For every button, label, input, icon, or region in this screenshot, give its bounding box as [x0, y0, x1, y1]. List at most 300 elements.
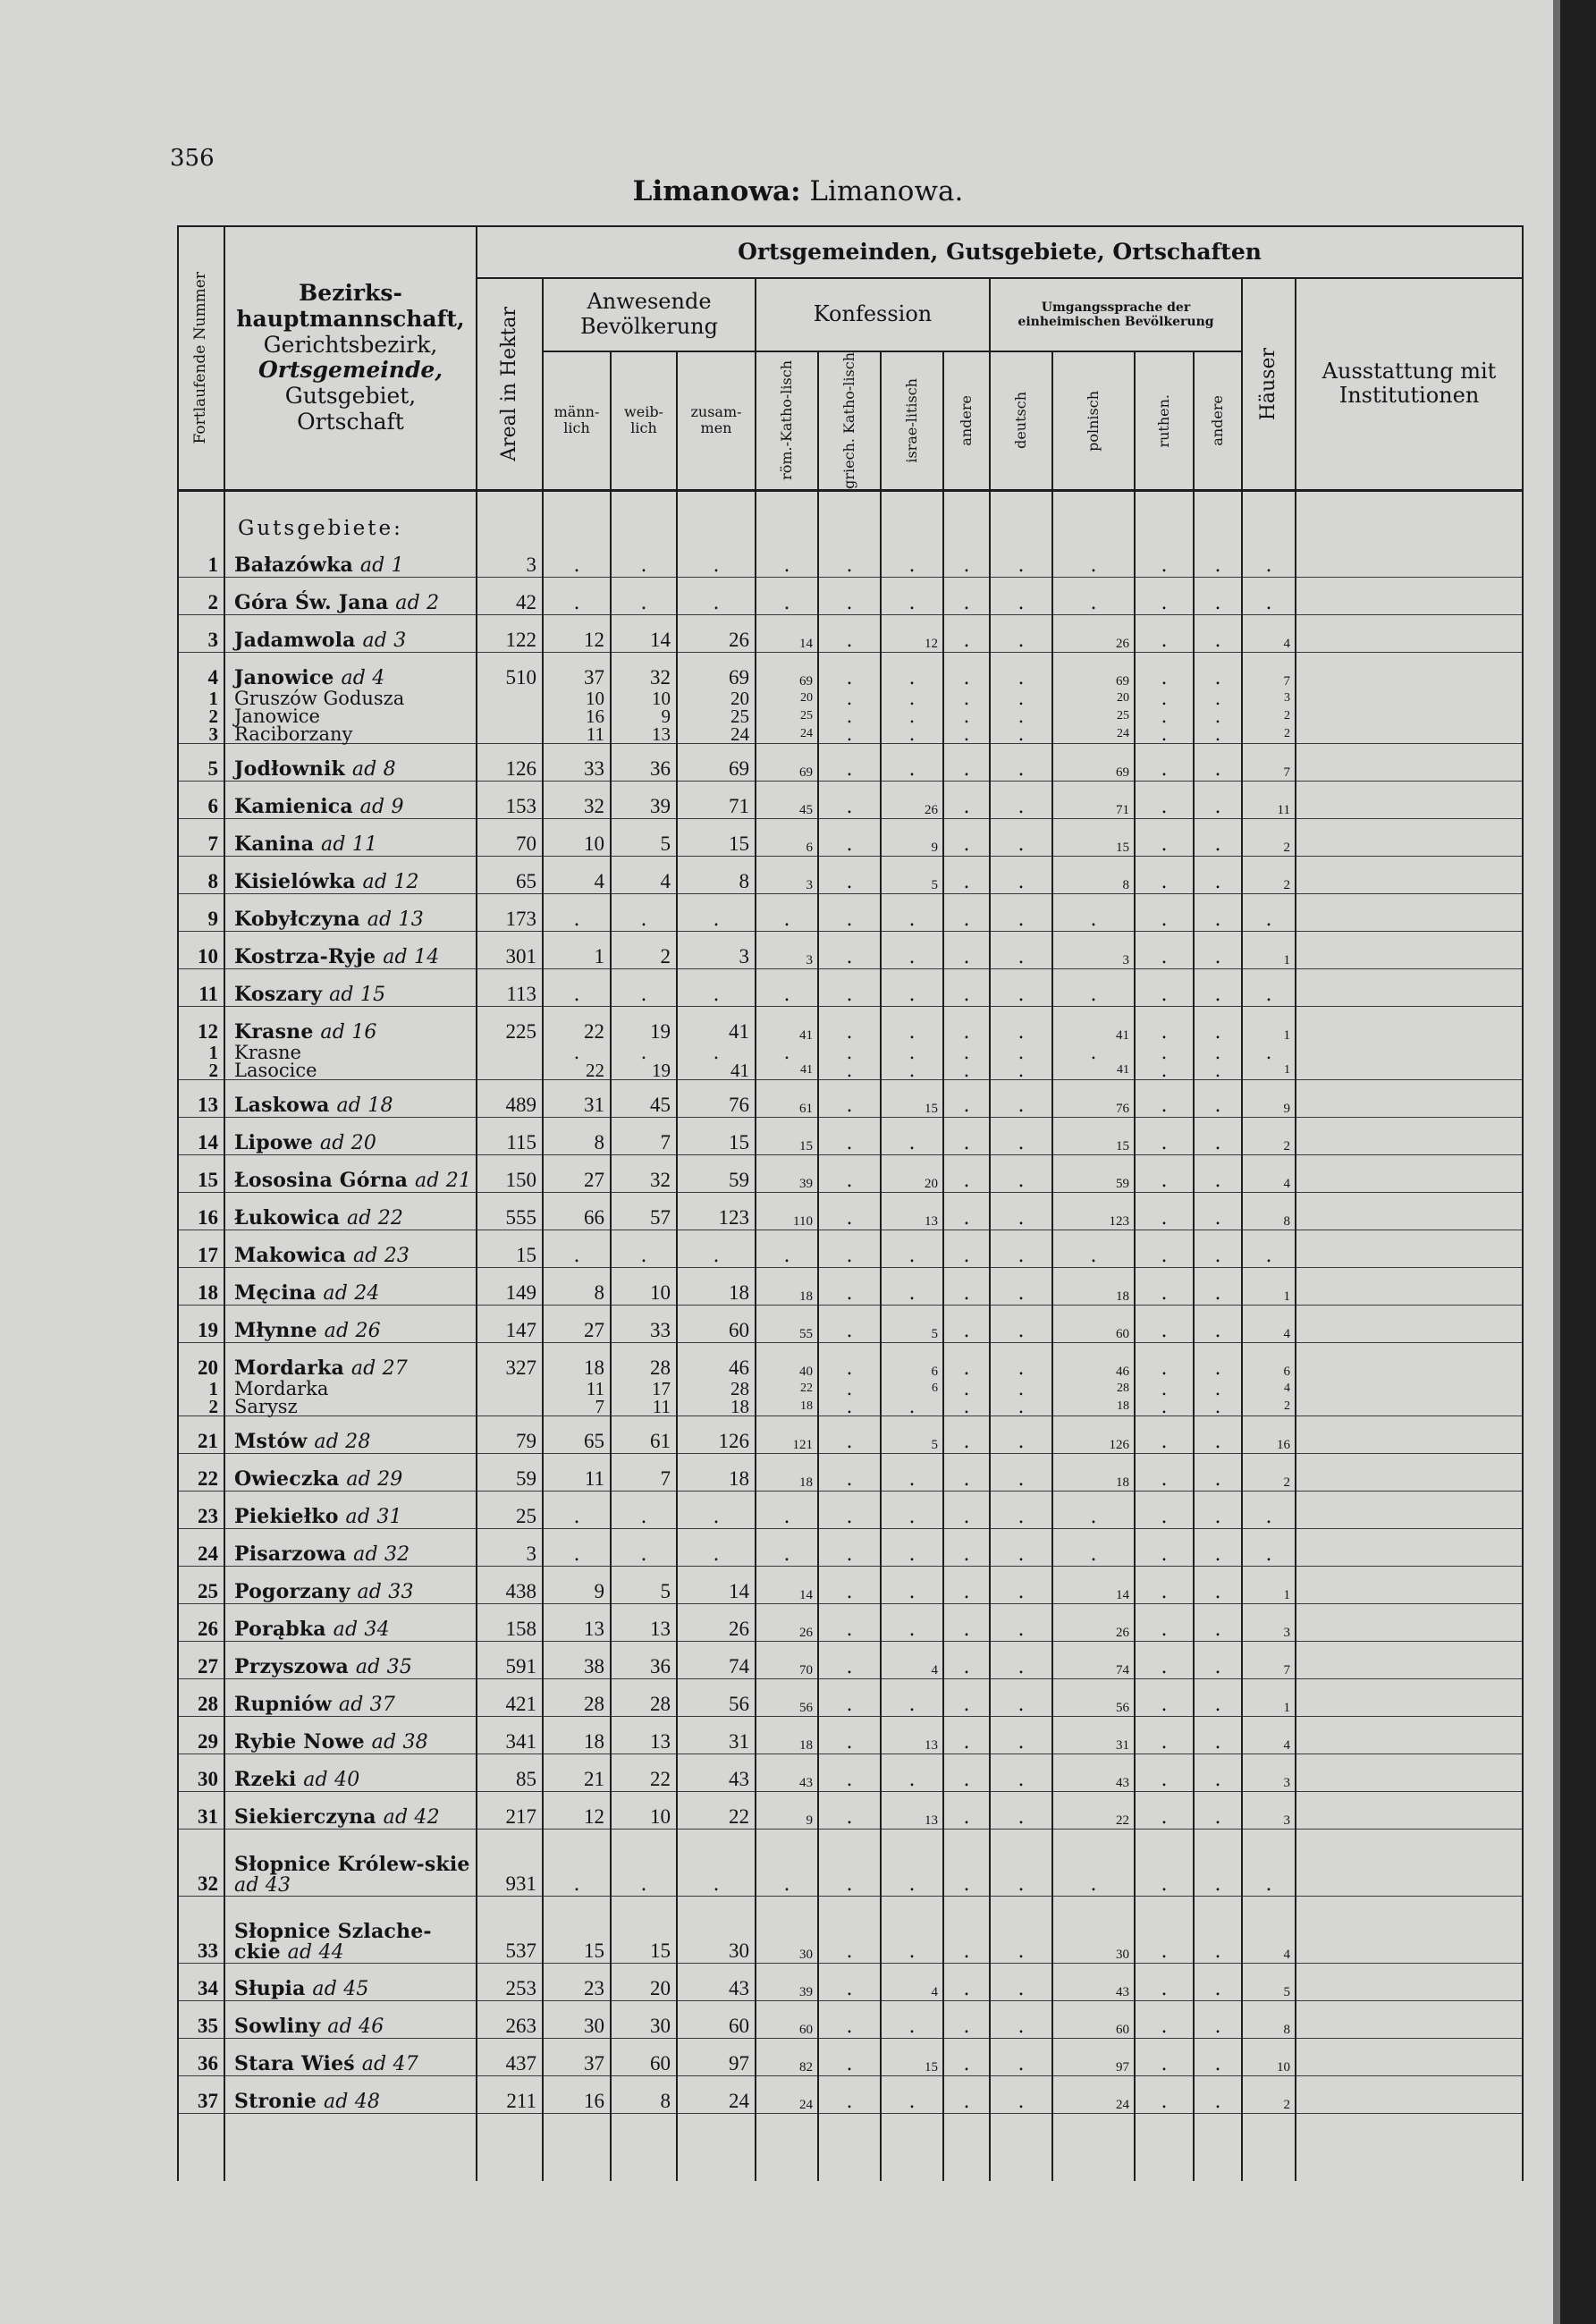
- cell-m: 12: [543, 614, 611, 652]
- cell-roem: 39: [756, 1154, 818, 1192]
- place-ref: ad 29: [346, 1467, 403, 1491]
- col-isr-label: israe-litisch: [902, 378, 920, 463]
- cell-w: 7: [611, 1117, 677, 1154]
- cell-z: 97: [677, 2038, 756, 2075]
- cell-de: .: [990, 1061, 1052, 1080]
- place-name-text: Kamienica: [234, 794, 353, 818]
- scan-border: [1560, 0, 1596, 2324]
- cell-ausstattung: [1296, 1154, 1523, 1192]
- cell-m: 23: [543, 1963, 611, 2000]
- cell-areal: 147: [477, 1305, 543, 1342]
- table-row: [178, 1491, 1523, 1528]
- place-name: [224, 2038, 477, 2075]
- col-konf-andere-header: [943, 351, 990, 490]
- cell-areal: 3: [477, 1528, 543, 1566]
- cell-pl: 69: [1052, 652, 1135, 689]
- cell-sand: .: [1194, 1117, 1242, 1154]
- place-ref: ad 45: [312, 1977, 369, 2000]
- cell-m: 11: [543, 1453, 611, 1491]
- place-name: [224, 968, 477, 1006]
- place-name: [224, 1305, 477, 1342]
- cell-griech: .: [818, 893, 881, 931]
- row-number: 7: [178, 818, 224, 856]
- table-row: [178, 2038, 1523, 2075]
- cell-sand: .: [1194, 1963, 1242, 2000]
- table-row: [178, 1305, 1523, 1342]
- cell-ausstattung: [1296, 577, 1523, 614]
- cell-pl: 30: [1052, 1896, 1135, 1963]
- cell-pl: 97: [1052, 2038, 1135, 2075]
- cell-z: .: [677, 1491, 756, 1528]
- cell-h: 3: [1242, 1791, 1296, 1829]
- cell-z: 60: [677, 2000, 756, 2038]
- cell-de: .: [990, 1603, 1052, 1641]
- place-name: [224, 1154, 477, 1192]
- cell-ausstattung: [1296, 1305, 1523, 1342]
- cell-and: .: [943, 1380, 990, 1398]
- cell-areal: 153: [477, 781, 543, 818]
- row-number: 15: [178, 1154, 224, 1192]
- cell-ausstattung: [1296, 1491, 1523, 1528]
- place-ref: ad 27: [350, 1356, 408, 1380]
- row-number: 21: [178, 1416, 224, 1453]
- cell-ru: .: [1135, 1416, 1194, 1453]
- cell-sand: .: [1194, 1006, 1242, 1044]
- cell-roem: .: [756, 1528, 818, 1566]
- cell-de: .: [990, 577, 1052, 614]
- place-name-text: Owieczka: [234, 1466, 340, 1491]
- cell-de: .: [990, 1230, 1052, 1267]
- cell-de: .: [990, 1528, 1052, 1566]
- cell-z: 76: [677, 1079, 756, 1117]
- section-row: [178, 490, 1523, 540]
- cell-w: 5: [611, 1566, 677, 1603]
- cell-h: .: [1242, 1491, 1296, 1528]
- cell-roem: 18: [756, 1453, 818, 1491]
- cell-pl: 60: [1052, 2000, 1135, 2038]
- cell-and: .: [943, 968, 990, 1006]
- cell-w: .: [611, 968, 677, 1006]
- cell-h: 1: [1242, 1061, 1296, 1080]
- cell-ausstattung: [1296, 1641, 1523, 1678]
- col-bev-m-header: männ-lich: [543, 351, 611, 490]
- cell-areal: 225: [477, 1006, 543, 1044]
- cell-griech: .: [818, 1528, 881, 1566]
- col-bev-z-header: zusam-men: [677, 351, 756, 490]
- col-pl-label: polnisch: [1084, 390, 1102, 452]
- cell-ru: .: [1135, 1641, 1194, 1678]
- cell-de: .: [990, 689, 1052, 707]
- cell-pl: 126: [1052, 1416, 1135, 1453]
- cell-ausstattung: [1296, 1192, 1523, 1230]
- cell-roem: 39: [756, 1963, 818, 2000]
- place-ref: ad 11: [321, 832, 378, 856]
- cell-h: .: [1242, 540, 1296, 578]
- cell-m: 15: [543, 1896, 611, 1963]
- place-name-text: Mordarka: [234, 1356, 344, 1380]
- cell-w: 15: [611, 1896, 677, 1963]
- cell-de: .: [990, 2075, 1052, 2113]
- cell-pl: 31: [1052, 1716, 1135, 1754]
- cell-griech: .: [818, 1963, 881, 2000]
- cell-z: .: [677, 1230, 756, 1267]
- place-ref: ad 48: [323, 2090, 381, 2113]
- cell-pl: .: [1052, 893, 1135, 931]
- cell-isr: .: [881, 743, 943, 781]
- row-number: 4: [178, 652, 224, 689]
- cell-m: 27: [543, 1154, 611, 1192]
- place-name-text: Młynne: [234, 1318, 317, 1342]
- cell-pl: 24: [1052, 2075, 1135, 2113]
- cell-z: 31: [677, 1716, 756, 1754]
- cell-areal: 263: [477, 2000, 543, 2038]
- cell-de: .: [990, 1491, 1052, 1528]
- cell-w: 45: [611, 1079, 677, 1117]
- cell-roem: 18: [756, 1267, 818, 1305]
- cell-sand: .: [1194, 1566, 1242, 1603]
- cell-and: .: [943, 1641, 990, 1678]
- place-name-text: Raciborzany: [234, 723, 353, 745]
- cell-pl: .: [1052, 1230, 1135, 1267]
- cell-areal: 3: [477, 540, 543, 578]
- cell-isr: 13: [881, 1716, 943, 1754]
- place-ref: ad 16: [320, 1020, 377, 1044]
- cell-areal: 158: [477, 1603, 543, 1641]
- place-name-text: Kisielówka: [234, 869, 356, 893]
- cell-w: 13: [611, 725, 677, 744]
- cell-roem: .: [756, 1829, 818, 1896]
- cell-griech: .: [818, 1061, 881, 1080]
- cell-isr: 13: [881, 1192, 943, 1230]
- cell-z: .: [677, 968, 756, 1006]
- cell-ausstattung: [1296, 652, 1523, 689]
- cell-areal: [477, 689, 543, 707]
- cell-m: 21: [543, 1754, 611, 1791]
- cell-ausstattung: [1296, 1061, 1523, 1080]
- place-name-text: Kobyłczyna: [234, 907, 360, 931]
- group-main-header: Ortsgemeinden, Gutsgebiete, Ortschaften: [477, 226, 1523, 278]
- cell-w: 10: [611, 1267, 677, 1305]
- cell-ausstattung: [1296, 707, 1523, 725]
- cell-isr: .: [881, 1453, 943, 1491]
- cell-areal: 122: [477, 614, 543, 652]
- cell-isr: .: [881, 540, 943, 578]
- cell-ru: .: [1135, 1791, 1194, 1829]
- cell-ru: .: [1135, 931, 1194, 968]
- cell-ru: .: [1135, 1192, 1194, 1230]
- cell-ru: .: [1135, 1678, 1194, 1716]
- cell-z: 8: [677, 856, 756, 893]
- place-name: [224, 781, 477, 818]
- page-title-district: Limanowa:: [632, 175, 801, 207]
- cell-griech: .: [818, 1398, 881, 1416]
- cell-m: 10: [543, 818, 611, 856]
- col-konf-andere-label: andere: [957, 395, 975, 446]
- cell-m: 30: [543, 2000, 611, 2038]
- cell-roem: 41: [756, 1006, 818, 1044]
- cell-and: .: [943, 614, 990, 652]
- cell-and: .: [943, 1079, 990, 1117]
- cell-m: 22: [543, 1061, 611, 1080]
- cell-and: .: [943, 1342, 990, 1380]
- cell-ru: .: [1135, 1079, 1194, 1117]
- filler-cell: [224, 2113, 477, 2181]
- cell-h: 4: [1242, 1716, 1296, 1754]
- cell-pl: 15: [1052, 818, 1135, 856]
- cell-w: 36: [611, 743, 677, 781]
- cell-ausstattung: [1296, 856, 1523, 893]
- cell-sand: .: [1194, 1230, 1242, 1267]
- cell-z: .: [677, 1528, 756, 1566]
- cell-h: 4: [1242, 1896, 1296, 1963]
- place-name: [224, 725, 477, 744]
- cell-de: .: [990, 1896, 1052, 1963]
- cell-ausstattung: [1296, 1267, 1523, 1305]
- row-number: 12: [178, 1006, 224, 1044]
- cell-pl: 25: [1052, 707, 1135, 725]
- place-ref: ad 20: [319, 1131, 377, 1154]
- table-row: [178, 1791, 1523, 1829]
- cell-h: .: [1242, 968, 1296, 1006]
- table-row: [178, 818, 1523, 856]
- cell-griech: .: [818, 1453, 881, 1491]
- cell-areal: 79: [477, 1416, 543, 1453]
- table-row: [178, 1416, 1523, 1453]
- cell-roem: 18: [756, 1716, 818, 1754]
- row-number: 14: [178, 1117, 224, 1154]
- place-name-text: Janowice: [234, 665, 334, 689]
- cell-areal: 150: [477, 1154, 543, 1192]
- cell-de: .: [990, 1566, 1052, 1603]
- group-konf-header: Konfession: [756, 278, 990, 351]
- row-number: 1: [178, 1380, 224, 1398]
- cell-w: 13: [611, 1716, 677, 1754]
- table-row: [178, 1006, 1523, 1044]
- place-ref: ad 37: [338, 1693, 396, 1716]
- cell-griech: .: [818, 1896, 881, 1963]
- cell-roem: 3: [756, 931, 818, 968]
- cell-and: .: [943, 540, 990, 578]
- cell-griech: .: [818, 2000, 881, 2038]
- place-ref: ad 22: [346, 1206, 404, 1230]
- cell-w: 11: [611, 1398, 677, 1416]
- cell-griech: .: [818, 1566, 881, 1603]
- cell-and: .: [943, 1603, 990, 1641]
- cell-de: .: [990, 1416, 1052, 1453]
- cell-sand: .: [1194, 540, 1242, 578]
- row-number: 18: [178, 1267, 224, 1305]
- col-griech-label: griech. Katho-lisch: [840, 352, 857, 489]
- cell-de: .: [990, 1641, 1052, 1678]
- cell-z: 14: [677, 1566, 756, 1603]
- cell-griech: .: [818, 1117, 881, 1154]
- row-number: 33: [178, 1896, 224, 1963]
- cell-z: 15: [677, 818, 756, 856]
- group-bev-header: Anwesende Bevölkerung: [543, 278, 756, 351]
- cell-z: 123: [677, 1192, 756, 1230]
- cell-areal: [477, 725, 543, 744]
- row-number: 9: [178, 893, 224, 931]
- cell-and: .: [943, 2075, 990, 2113]
- cell-z: 41: [677, 1006, 756, 1044]
- table-row: [178, 1453, 1523, 1491]
- table-subrow: [178, 1044, 1523, 1061]
- cell-h: 2: [1242, 707, 1296, 725]
- cell-ausstattung: [1296, 968, 1523, 1006]
- row-number: 36: [178, 2038, 224, 2075]
- cell-h: 11: [1242, 781, 1296, 818]
- cell-roem: 24: [756, 725, 818, 744]
- cell-isr: 15: [881, 2038, 943, 2075]
- cell-z: 43: [677, 1754, 756, 1791]
- cell-h: .: [1242, 893, 1296, 931]
- cell-ausstattung: [1296, 2075, 1523, 2113]
- cell-areal: 489: [477, 1079, 543, 1117]
- cell-roem: 121: [756, 1416, 818, 1453]
- cell-pl: 20: [1052, 689, 1135, 707]
- cell-w: 61: [611, 1416, 677, 1453]
- cell-griech: .: [818, 577, 881, 614]
- cell-ru: .: [1135, 652, 1194, 689]
- section-cell: [1194, 490, 1242, 540]
- row-number: 2: [178, 1398, 224, 1416]
- cell-areal: 42: [477, 577, 543, 614]
- cell-z: 126: [677, 1416, 756, 1453]
- cell-z: 41: [677, 1061, 756, 1080]
- place-name: [224, 1453, 477, 1491]
- cell-m: 18: [543, 1716, 611, 1754]
- cell-m: 37: [543, 2038, 611, 2075]
- place-ref: ad 13: [367, 908, 424, 931]
- cell-roem: 43: [756, 1754, 818, 1791]
- cell-isr: 5: [881, 1416, 943, 1453]
- cell-ausstattung: [1296, 1342, 1523, 1380]
- cell-and: .: [943, 725, 990, 744]
- cell-griech: .: [818, 1829, 881, 1896]
- section-cell: [677, 490, 756, 540]
- cell-and: .: [943, 707, 990, 725]
- cell-z: 18: [677, 1453, 756, 1491]
- col-roem-label: röm.-Katho-lisch: [777, 360, 795, 481]
- cell-roem: 82: [756, 2038, 818, 2075]
- cell-areal: [477, 1380, 543, 1398]
- place-ref: ad 24: [323, 1281, 380, 1305]
- place-ref: ad 42: [383, 1805, 440, 1829]
- cell-and: .: [943, 893, 990, 931]
- place-name-text: Porąbka: [234, 1617, 326, 1641]
- filler-cell: [818, 2113, 881, 2181]
- cell-areal: 65: [477, 856, 543, 893]
- cell-and: .: [943, 781, 990, 818]
- table-subrow: [178, 1398, 1523, 1416]
- row-number: 1: [178, 540, 224, 578]
- cell-isr: .: [881, 1398, 943, 1416]
- col-name-line-1: Bezirks-: [299, 280, 402, 307]
- cell-roem: 69: [756, 743, 818, 781]
- col-de-header: [990, 351, 1052, 490]
- cell-roem: .: [756, 577, 818, 614]
- row-number: 37: [178, 2075, 224, 2113]
- scan-border-inner: [1553, 0, 1560, 2324]
- filler-cell: [178, 2113, 224, 2181]
- cell-w: 9: [611, 707, 677, 725]
- table-row: [178, 1566, 1523, 1603]
- table-row: [178, 1267, 1523, 1305]
- row-number: 23: [178, 1491, 224, 1528]
- cell-sand: .: [1194, 1061, 1242, 1080]
- cell-areal: [477, 1398, 543, 1416]
- cell-ausstattung: [1296, 1044, 1523, 1061]
- cell-de: .: [990, 1267, 1052, 1305]
- cell-h: 9: [1242, 1079, 1296, 1117]
- place-name: [224, 614, 477, 652]
- cell-ausstattung: [1296, 781, 1523, 818]
- cell-z: 18: [677, 1267, 756, 1305]
- table-row: [178, 856, 1523, 893]
- cell-sand: .: [1194, 1267, 1242, 1305]
- table-row: [178, 1716, 1523, 1754]
- cell-roem: 20: [756, 689, 818, 707]
- cell-and: .: [943, 1416, 990, 1453]
- cell-ru: .: [1135, 743, 1194, 781]
- cell-ausstattung: [1296, 1006, 1523, 1044]
- place-name-text: Sarysz: [234, 1395, 298, 1417]
- table-row: [178, 2000, 1523, 2038]
- cell-pl: 22: [1052, 1791, 1135, 1829]
- place-name: [224, 1041, 477, 1063]
- cell-isr: .: [881, 1896, 943, 1963]
- filler-cell: [1135, 2113, 1194, 2181]
- row-number: 3: [178, 725, 224, 744]
- section-cell: [477, 490, 543, 540]
- table-row: [178, 614, 1523, 652]
- cell-ausstattung: [1296, 1829, 1523, 1896]
- place-name-text: Mstów: [234, 1429, 308, 1453]
- table-row: [178, 968, 1523, 1006]
- cell-and: .: [943, 577, 990, 614]
- row-number: 3: [178, 614, 224, 652]
- cell-areal: 341: [477, 1716, 543, 1754]
- cell-de: .: [990, 540, 1052, 578]
- cell-w: .: [611, 893, 677, 931]
- table-row: [178, 2075, 1523, 2113]
- place-name-text: Stronie: [234, 2089, 317, 2113]
- cell-pl: 18: [1052, 1453, 1135, 1491]
- cell-isr: 6: [881, 1380, 943, 1398]
- cell-isr: .: [881, 2000, 943, 2038]
- section-cell: [611, 490, 677, 540]
- cell-de: .: [990, 968, 1052, 1006]
- cell-sand: .: [1194, 1603, 1242, 1641]
- cell-h: 8: [1242, 1192, 1296, 1230]
- col-lfd-header: [178, 226, 224, 490]
- cell-m: 16: [543, 707, 611, 725]
- cell-pl: 41: [1052, 1061, 1135, 1080]
- cell-and: .: [943, 1528, 990, 1566]
- cell-ausstattung: [1296, 1453, 1523, 1491]
- place-ref: ad 28: [314, 1430, 371, 1453]
- cell-roem: 9: [756, 1791, 818, 1829]
- cell-areal: 555: [477, 1192, 543, 1230]
- cell-areal: 59: [477, 1453, 543, 1491]
- cell-sand: .: [1194, 689, 1242, 707]
- table-row: [178, 781, 1523, 818]
- section-cell: [1242, 490, 1296, 540]
- place-ref: ad 33: [357, 1580, 414, 1603]
- cell-w: .: [611, 540, 677, 578]
- cell-de: .: [990, 893, 1052, 931]
- cell-w: .: [611, 1491, 677, 1528]
